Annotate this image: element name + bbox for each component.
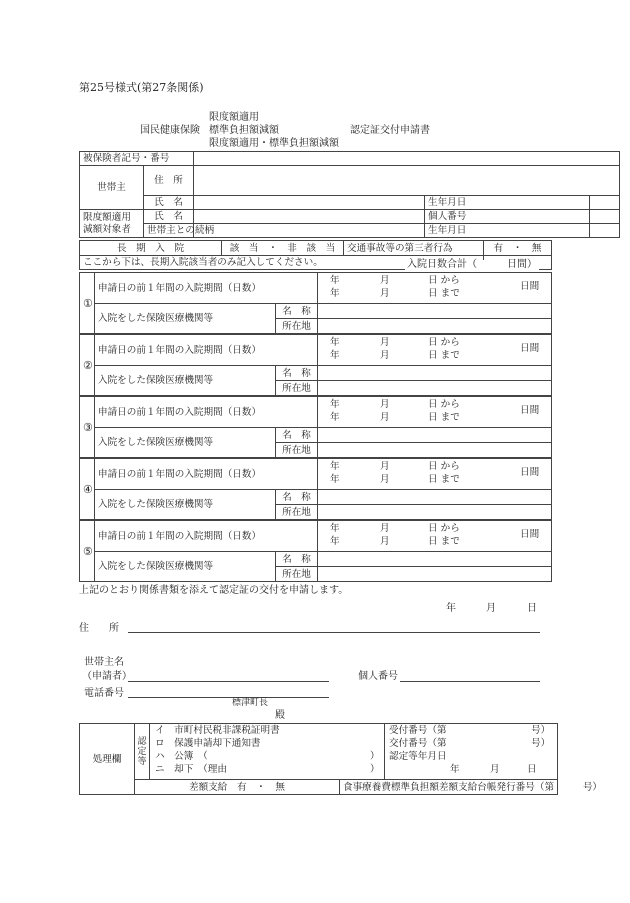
date-month: 月 (486, 603, 496, 614)
form-number: 第25号様式(第27条関係) (79, 81, 204, 94)
to-day-label: 日 まで (428, 536, 460, 547)
processing-label: 処理欄 (80, 724, 135, 795)
days-label: 日間 (520, 281, 540, 292)
to-year-label: 年 (330, 350, 340, 361)
difference-payment[interactable]: 差額支給 有 ・ 無 (135, 780, 340, 795)
long-stay-choice[interactable]: 該 当 ・ 非 該 当 (222, 241, 344, 256)
phone-line[interactable] (128, 697, 329, 698)
facility-name-field[interactable] (318, 428, 552, 443)
receipt-number-go: 号） (531, 725, 551, 736)
from-year-label: 年 (330, 337, 340, 348)
issue-number-go: 号） (531, 738, 551, 749)
from-month-label: 月 (380, 461, 390, 472)
address-label: 住 所 (144, 166, 194, 196)
facility-label: 入院をした保険医療機関等 (95, 304, 276, 334)
facility-label: 入院をした保険医療機関等 (95, 366, 276, 396)
insured-number-field[interactable] (194, 152, 620, 166)
target-name-field[interactable] (194, 210, 425, 224)
facility-label: 入院をした保険医療機関等 (95, 552, 276, 582)
period-label: 申請日の前１年間の入院期間（日数） (95, 335, 318, 366)
facility-address-field[interactable] (318, 443, 552, 458)
from-year-label: 年 (330, 399, 340, 410)
period-label: 申請日の前１年間の入院期間（日数） (95, 521, 318, 552)
applicant-label: （申請者） (82, 671, 132, 682)
period-field[interactable] (318, 459, 552, 490)
period-label: 申請日の前１年間の入院期間（日数） (95, 459, 318, 490)
period-field[interactable] (318, 397, 552, 428)
days-label: 日間 (520, 343, 540, 354)
days-label: 日間 (520, 405, 540, 416)
to-month-label: 月 (380, 536, 390, 547)
facility-name-label: 名 称 (276, 366, 318, 381)
facility-address-field[interactable] (318, 381, 552, 396)
numbers-box (385, 724, 558, 780)
third-party-choice[interactable]: 有 ・ 無 (484, 241, 552, 256)
title-mid: 標準負担額減額 (209, 125, 279, 136)
item-ni: ニ 却下 （理由 (155, 764, 227, 775)
to-day-label: 日 まで (428, 288, 460, 299)
to-month-label: 月 (380, 412, 390, 423)
to-year-label: 年 (330, 474, 340, 485)
period-block-2 (79, 334, 552, 396)
third-party-label: 交通事故等の第三者行為 (344, 241, 484, 256)
cert-year: 年 (450, 764, 460, 775)
facility-name-field[interactable] (318, 490, 552, 505)
from-month-label: 月 (380, 337, 390, 348)
period-field[interactable] (318, 335, 552, 366)
mayor: 標津町長 (232, 698, 269, 708)
head-name-label: 氏 名 (144, 196, 194, 210)
to-day-label: 日 まで (428, 474, 460, 485)
to-year-label: 年 (330, 536, 340, 547)
cert-month: 月 (490, 764, 500, 775)
long-stay-note: ここから下は、長期入院該当者のみ記入してください。 (80, 256, 484, 270)
nintei-label: 認定等 (135, 724, 150, 780)
facility-address-label: 所在地 (276, 567, 318, 582)
title-right: 認定証交付申請書 (350, 125, 430, 136)
facility-label: 入院をした保険医療機関等 (95, 490, 276, 520)
household-head-label: 世帯主 (80, 166, 144, 210)
relation-field[interactable] (194, 224, 425, 238)
from-year-label: 年 (330, 461, 340, 472)
head-name-label: 世帯主名 (84, 657, 124, 668)
receipt-number: 受付番号（第 (389, 725, 447, 736)
facility-name-field[interactable] (318, 552, 552, 567)
to-month-label: 月 (380, 350, 390, 361)
from-day-label: 日 から (428, 399, 460, 410)
date-day: 日 (527, 603, 537, 614)
days-label: 日間 (520, 467, 540, 478)
facility-address-field[interactable] (318, 319, 552, 334)
facility-name-label: 名 称 (276, 490, 318, 505)
address-label: 住 所 (79, 623, 119, 634)
title-bottom: 限度額適用・標準負担額減額 (209, 138, 339, 149)
from-month-label: 月 (380, 399, 390, 410)
from-day-label: 日 から (428, 461, 460, 472)
item-ha: ハ 公簿 （ (155, 751, 208, 762)
to-day-label: 日 まで (428, 350, 460, 361)
limit-target-label: 限度額適用 減額対象者 (80, 210, 144, 238)
facility-address-field[interactable] (318, 567, 552, 582)
from-day-label: 日 から (428, 275, 460, 286)
from-day-label: 日 から (428, 523, 460, 534)
apply-personal-number-label: 個人番号 (358, 671, 398, 682)
application-statement: 上記のとおり関係書類を添えて認定証の交付を申請します。 (79, 585, 349, 596)
period-label: 申請日の前１年間の入院期間（日数） (95, 273, 318, 304)
item-i: イ 市町村民税非課税証明書 (155, 725, 280, 736)
facility-label: 入院をした保険医療機関等 (95, 428, 276, 458)
period-label: 申請日の前１年間の入院期間（日数） (95, 397, 318, 428)
target-name-label: 氏 名 (144, 210, 194, 224)
facility-address-field[interactable] (318, 505, 552, 520)
facility-name-field[interactable] (318, 304, 552, 319)
period-block-3 (79, 396, 552, 458)
facility-address-label: 所在地 (276, 505, 318, 520)
to-year-label: 年 (330, 288, 340, 299)
from-year-label: 年 (330, 523, 340, 534)
personal-number-field[interactable] (590, 210, 620, 224)
facility-name-label: 名 称 (276, 552, 318, 567)
item-ha-close: ） (370, 751, 380, 762)
from-day-label: 日 から (428, 337, 460, 348)
period-index: ① (80, 273, 95, 334)
to-month-label: 月 (380, 288, 390, 299)
item-ni-close: ） (370, 764, 380, 775)
from-year-label: 年 (330, 275, 340, 286)
personal-number-label: 個人番号 (425, 210, 590, 224)
to-year-label: 年 (330, 412, 340, 423)
head-birthdate-label: 生年月日 (425, 196, 590, 210)
dono: 殿 (275, 710, 285, 721)
relation-label: 世帯主との続柄 (144, 224, 194, 238)
period-index: ② (80, 335, 95, 396)
head-name-field[interactable] (194, 196, 425, 210)
phone-label: 電話番号 (84, 688, 124, 699)
head-birthdate-field[interactable] (590, 196, 620, 210)
days-label: 日間 (520, 529, 540, 540)
target-birthdate-field[interactable] (590, 224, 620, 238)
address-field[interactable] (194, 166, 620, 196)
date-year: 年 (446, 603, 456, 614)
long-stay-label: 長 期 入 院 (80, 241, 222, 256)
facility-address-label: 所在地 (276, 381, 318, 396)
period-block-5 (79, 520, 552, 582)
head-name-line[interactable] (128, 681, 329, 682)
period-field[interactable] (318, 273, 552, 304)
target-birthdate-label: 生年月日 (425, 224, 590, 238)
address-line[interactable] (128, 632, 540, 633)
from-month-label: 月 (380, 275, 390, 286)
period-index: ③ (80, 397, 95, 458)
applicant-info-table (79, 151, 620, 238)
period-field[interactable] (318, 521, 552, 552)
facility-name-label: 名 称 (276, 428, 318, 443)
document-list (150, 724, 385, 780)
to-month-label: 月 (380, 474, 390, 485)
period-index: ④ (80, 459, 95, 520)
apply-personal-number-line[interactable] (400, 681, 540, 682)
from-month-label: 月 (380, 523, 390, 534)
insured-number-label: 被保険者記号・番号 (80, 152, 194, 166)
cert-day: 日 (527, 764, 537, 775)
to-day-label: 日 まで (428, 412, 460, 423)
processing-table (79, 723, 603, 795)
facility-address-label: 所在地 (276, 319, 318, 334)
meal-ledger-number: 食事療養費標準負担額差額支給台帳発行番号（第 号） (340, 780, 558, 795)
facility-name-label: 名 称 (276, 304, 318, 319)
facility-name-field[interactable] (318, 366, 552, 381)
facility-address-label: 所在地 (276, 443, 318, 458)
item-ro: ロ 保護申請却下通知書 (155, 738, 261, 749)
period-block-1 (79, 272, 552, 334)
title-left: 国民健康保険 (140, 125, 200, 136)
issue-number: 交付番号（第 (389, 738, 447, 749)
total-days: 入院日数合計（ 日間） (407, 259, 537, 270)
title-top: 限度額適用 (209, 112, 259, 123)
period-index: ⑤ (80, 521, 95, 582)
period-block-4 (79, 458, 552, 520)
cert-date: 認定等年月日 (389, 751, 447, 762)
